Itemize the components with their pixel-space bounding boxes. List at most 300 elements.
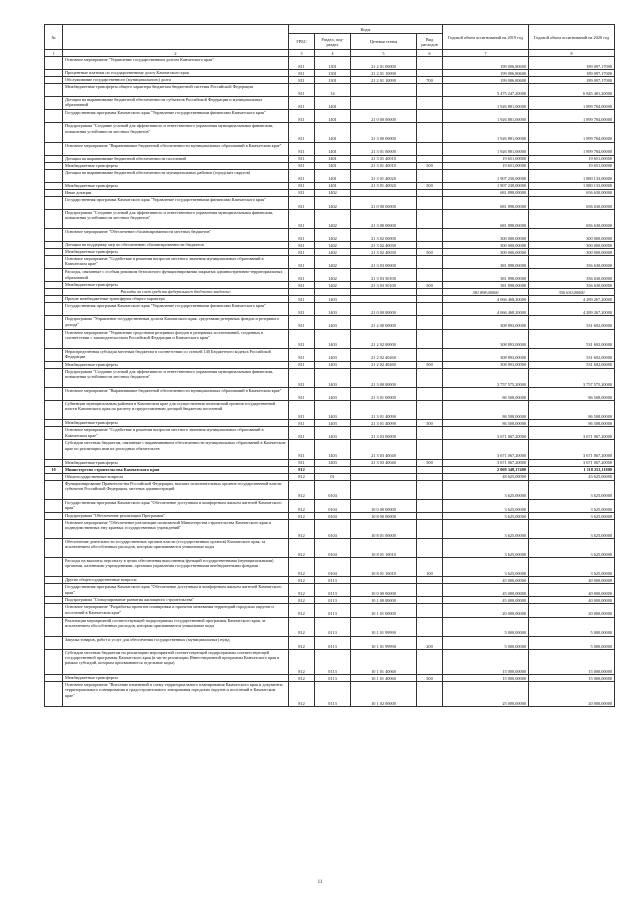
row-grbs-cell: 811: [289, 110, 315, 123]
row-vid-cell: [417, 512, 443, 519]
row-2020-cell: 3 625,00000: [529, 558, 615, 577]
row-name-cell: Основное мероприятие "Разработка проектов планировки и проектов межевания территорий городских округов и поселений в Камчатском крае": [63, 604, 289, 617]
row-2019-cell: 48 625,00000: [443, 473, 529, 480]
row-article-cell: 21 3 01 40020: [351, 182, 417, 189]
row-grbs-cell: 811: [289, 209, 315, 228]
row-2020-cell: 20 000,00000: [529, 604, 615, 617]
row-article-cell: 21 2 02 40260: [351, 348, 417, 361]
row-number-cell: [45, 420, 63, 427]
row-2019-cell: 681 898,00000: [443, 209, 529, 228]
row-number-cell: [45, 368, 63, 387]
row-razdel-cell: 1401: [315, 97, 351, 110]
row-article-cell: [351, 97, 417, 110]
row-vid-cell: [417, 649, 443, 674]
row-grbs-cell: 812: [289, 519, 315, 538]
row-name-cell: Расходы на выплаты персоналу в целях обеспечения выполнения функций государственными (муниципальными) органами, казенными учреждениями, органами управления государственными внебюджетными фондами: [63, 558, 289, 577]
row-name-cell: Подпрограмма "Создание условий для эффективного и ответственного управления муниципальными финансами, повышения устойчивости местных бюджетов": [63, 123, 289, 142]
row-razdel-cell: 1402: [315, 189, 351, 196]
row-razdel-cell: 1403: [315, 303, 351, 316]
row-2020-cell: 3 625,00000: [529, 512, 615, 519]
row-razdel-cell: 1301: [315, 70, 351, 77]
row-article-cell: 21 2 02 00000: [351, 329, 417, 348]
index-cell: 5: [351, 50, 417, 57]
row-vid-cell: [417, 368, 443, 387]
row-name-cell: Нераспределённая субсидия местным бюджетам в соответствии со статьей 140 Бюджетного кодекса Российской Федерации: [63, 348, 289, 361]
row-name-cell: Иные дотации: [63, 189, 289, 196]
row-2020-cell: 3 625,00000: [529, 539, 615, 558]
row-grbs-cell: 812: [289, 675, 315, 682]
row-2019-cell: 300 000,00000: [443, 249, 529, 256]
row-2019-cell: 4 066 468,20000: [443, 296, 529, 303]
table-row: [45, 427, 615, 440]
header-article: Целевая статья: [351, 34, 417, 50]
row-grbs-cell: 811: [289, 329, 315, 348]
row-name-cell: Функционирование Правительства Российской Федерации, высших исполнительных органов государственной власти субъектов Российской Федерации, местных администраций: [63, 480, 289, 499]
row-2020-cell: 531 692,00000: [529, 361, 615, 368]
row-number-cell: [45, 577, 63, 584]
row-razdel-cell: 1403: [315, 420, 351, 427]
row-article-cell: 21 2 01 10090: [351, 70, 417, 77]
row-vid-cell: [417, 440, 443, 459]
row-name-cell: Основное мероприятие "Выравнивание бюджетной обеспеченности муниципальных образований в Камчатском крае": [63, 387, 289, 400]
row-vid-cell: [417, 577, 443, 584]
row-article-cell: 21 2 01 00000: [351, 57, 417, 70]
row-article-cell: 21 2 00 00000: [351, 316, 417, 329]
row-name-cell: Подпрограмма "Обеспечение реализации Программы": [63, 512, 289, 519]
row-grbs-cell: 812: [289, 577, 315, 584]
row-2020-cell: 656 630,00000: [529, 209, 615, 228]
row-2020-cell: 356 630,00000: [529, 289, 615, 296]
row-2019-cell: 681 898,00000: [443, 196, 529, 209]
row-number-cell: [45, 269, 63, 282]
row-2020-cell: 4 289 267,20000: [529, 296, 615, 303]
row-vid-cell: [417, 466, 443, 473]
row-grbs-cell: 811: [289, 249, 315, 256]
row-article-cell: 21 3 01 40010: [351, 162, 417, 169]
row-2020-cell: 1 118 253,11800: [529, 466, 615, 473]
header-name: [63, 25, 289, 50]
row-2019-cell: 300 000,00000: [443, 242, 529, 249]
row-2020-cell: 300 000,00000: [529, 229, 615, 242]
row-number-cell: [45, 289, 63, 296]
row-vid-cell: [417, 316, 443, 329]
row-grbs-cell: 812: [289, 617, 315, 636]
row-2019-cell: 25 000,00000: [443, 682, 529, 707]
row-grbs-cell: 811: [289, 169, 315, 182]
row-razdel-cell: 0104: [315, 480, 351, 499]
table-row: [45, 459, 615, 466]
row-2020-cell: 40 000,00000: [529, 597, 615, 604]
row-2020-cell: 43 625,00000: [529, 473, 615, 480]
row-number-cell: [45, 604, 63, 617]
row-2019-cell: 3 671 067,20000: [443, 427, 529, 440]
row-name-cell: Основное мероприятие "Содействие в решении вопросов местного значения муниципальных образований в Камчатском крае": [63, 427, 289, 440]
row-razdel-cell: 1301: [315, 77, 351, 84]
row-grbs-cell: 811: [289, 440, 315, 459]
table-row: [45, 162, 615, 169]
row-razdel-cell: 1403: [315, 296, 351, 303]
row-vid-cell: [417, 70, 443, 77]
row-vid-cell: 500: [417, 420, 443, 427]
row-grbs-cell: 811: [289, 387, 315, 400]
row-2019-cell: 19 651,00000: [443, 162, 529, 169]
header-num: №: [45, 25, 63, 50]
row-article-cell: 10 8 01 10010: [351, 558, 417, 577]
row-grbs-cell: 811: [289, 361, 315, 368]
row-2019-cell: 3 671 067,20000: [443, 440, 529, 459]
table-row: [45, 675, 615, 682]
row-vid-cell: [417, 539, 443, 558]
row-2019-cell: 4 066 468,20000: [443, 303, 529, 316]
table-row: [45, 169, 615, 182]
row-2019-cell: 3 625,00000: [443, 512, 529, 519]
row-article-cell: 21 3 00 00000: [351, 123, 417, 142]
row-2020-cell: 5 000,00000: [529, 636, 615, 649]
row-2020-cell: 189 097,17000: [529, 77, 615, 84]
row-article-cell: [351, 473, 417, 480]
row-name-cell: Основное мероприятие "Выравнивание бюджетной обеспеченности муниципальных образований в Камчатском крае": [63, 142, 289, 155]
row-razdel-cell: 1402: [315, 249, 351, 256]
row-razdel-cell: 01: [315, 473, 351, 480]
row-number-cell: [45, 162, 63, 169]
table-row: [45, 155, 615, 162]
table-row: [45, 77, 615, 84]
row-razdel-cell: 1401: [315, 182, 351, 189]
table-row: [45, 539, 615, 558]
row-razdel-cell: 0113: [315, 636, 351, 649]
row-2020-cell: 3 757 575,20000: [529, 368, 615, 387]
table-row: [45, 480, 615, 499]
row-name-cell: Дотации на выравнивание бюджетной обеспеченности субъектов Российской Федерации и муниципальных образований: [63, 97, 289, 110]
row-razdel-cell: 1403: [315, 368, 351, 387]
row-number-cell: [45, 296, 63, 303]
header-index-row: [45, 50, 615, 57]
row-grbs-cell: 811: [289, 142, 315, 155]
header-vid: Вид расходов: [417, 34, 443, 50]
row-article-cell: 21 0 00 00000: [351, 110, 417, 123]
row-razdel-cell: [315, 466, 351, 473]
header-grbs: ГРБС: [289, 34, 315, 50]
row-2020-cell: 86 508,00000: [529, 401, 615, 420]
row-number-cell: [45, 142, 63, 155]
row-article-cell: 10 0 00 00000: [351, 499, 417, 512]
row-article-cell: 21 0 00 00000: [351, 196, 417, 209]
row-number-cell: [45, 182, 63, 189]
row-number-cell: [45, 242, 63, 249]
row-name-cell: Межбюджетные трансферты: [63, 162, 289, 169]
table-row: [45, 196, 615, 209]
row-grbs-cell: 811: [289, 189, 315, 196]
row-vid-cell: [417, 597, 443, 604]
row-vid-cell: 500: [417, 162, 443, 169]
row-number-cell: [45, 70, 63, 77]
table-row: [45, 361, 615, 368]
row-grbs-cell: 811: [289, 155, 315, 162]
row-razdel-cell: 1402: [315, 242, 351, 249]
row-2020-cell: 300 000,00000: [529, 249, 615, 256]
row-vid-cell: 500: [417, 249, 443, 256]
row-2020-cell: 5 000,00000: [529, 617, 615, 636]
table-row: [45, 368, 615, 387]
row-name-cell: Министерство строительства Камчатского края: [63, 466, 289, 473]
row-2020-cell: 1 880 133,00000: [529, 169, 615, 182]
row-vid-cell: [417, 256, 443, 269]
row-article-cell: 21 3 01 40020: [351, 169, 417, 182]
row-name-cell: Подпрограмма "Стимулирование развития жилищного строительства": [63, 597, 289, 604]
row-name-cell: Субвенции муниципальным районам в Камчатском крае для осуществления полномочий органов государственной власти Камчатского края по расчету и предоставлению дотаций бюджетам поселений: [63, 401, 289, 420]
row-name-cell: Подпрограмма "Создание условий для эффективного и ответственного управления муниципальными финансами, повышения устойчивости местных бюджетов": [63, 368, 289, 387]
row-vid-cell: [417, 682, 443, 707]
row-vid-cell: [417, 169, 443, 182]
row-grbs-cell: 812: [289, 539, 315, 558]
row-2019-cell: 199 006,80600: [443, 57, 529, 70]
budget-table: [44, 24, 615, 707]
row-razdel-cell: 0113: [315, 675, 351, 682]
row-name-cell: Основное мероприятие "Обеспечение реализации полномочий Министерства строительства Камчатского края и подведомственных ему краевых государственных учреждений": [63, 519, 289, 538]
row-2019-cell: 681 898,00000: [443, 189, 529, 196]
table-row: [45, 303, 615, 316]
row-number-cell: [45, 282, 63, 289]
row-article-cell: 10 1 01 00000: [351, 604, 417, 617]
row-vid-cell: [417, 110, 443, 123]
row-grbs-cell: 811: [289, 316, 315, 329]
row-grbs-cell: 811: [289, 57, 315, 70]
row-vid-cell: [417, 519, 443, 538]
row-vid-cell: [417, 123, 443, 142]
table-row: [45, 182, 615, 189]
row-grbs-cell: 811: [289, 182, 315, 189]
row-2019-cell: 3 625,00000: [443, 558, 529, 577]
table-row: [45, 440, 615, 459]
row-number-cell: [45, 155, 63, 162]
row-grbs-cell: 811: [289, 427, 315, 440]
row-vid-cell: [417, 97, 443, 110]
header-razdel: Раздел, под-раздел: [315, 34, 351, 50]
table-row: [45, 229, 615, 242]
row-name-cell: Межбюджетные трансферты: [63, 249, 289, 256]
row-2019-cell: 1 926 881,00000: [443, 123, 529, 142]
row-article-cell: 21 3 02 00000: [351, 229, 417, 242]
table-row: [45, 142, 615, 155]
row-2020-cell: 531 692,00000: [529, 316, 615, 329]
row-article-cell: [351, 84, 417, 97]
row-name-cell: Прочие межбюджетные трансферты общего характера: [63, 296, 289, 303]
table-row: [45, 329, 615, 348]
row-name-cell: Основное мероприятие "Содействие в решении вопросов местного значения муниципальных образований в Камчатском крае": [63, 256, 289, 269]
row-2020-cell: 19 651,00000: [529, 162, 615, 169]
row-number-cell: [45, 209, 63, 228]
row-vid-cell: [417, 209, 443, 228]
row-2019-cell: 15 000,00000: [443, 649, 529, 674]
row-article-cell: 10 8 01 10010: [351, 539, 417, 558]
table-row: [45, 604, 615, 617]
row-number-cell: [45, 84, 63, 97]
row-vid-cell: [417, 57, 443, 70]
row-2020-cell: 15 000,00000: [529, 675, 615, 682]
row-2019-cell: 45 000,00000: [443, 577, 529, 584]
row-vid-cell: [417, 387, 443, 400]
row-grbs-cell: 811: [289, 162, 315, 169]
index-cell: 4: [315, 50, 351, 57]
index-cell: 1: [45, 50, 63, 57]
row-razdel-cell: 1402: [315, 282, 351, 289]
table-row: [45, 577, 615, 584]
row-name-cell: Государственная программа Камчатского края "Обеспечение доступным и комфортным жильем жителей Камчатского края": [63, 499, 289, 512]
row-grbs-cell: 811: [289, 84, 315, 97]
row-number-cell: [45, 401, 63, 420]
row-2020-cell: 3 671 067,20000: [529, 427, 615, 440]
row-razdel-cell: 1401: [315, 110, 351, 123]
table-row: [45, 512, 615, 519]
row-grbs-cell: 812: [289, 473, 315, 480]
row-2019-cell: 5 000,00000: [443, 617, 529, 636]
row-2019-cell: 3 625,00000: [443, 519, 529, 538]
row-2020-cell: 1 899 784,00000: [529, 123, 615, 142]
row-grbs-cell: 811: [289, 459, 315, 466]
row-number-cell: [45, 584, 63, 597]
header-codes: Коды: [289, 25, 443, 34]
row-number-cell: [45, 57, 63, 70]
row-2019-cell: 3 757 575,20000: [443, 368, 529, 387]
row-article-cell: 21 3 01 40090: [351, 420, 417, 427]
header-2020: Годовой объем ассигнований на 2020 год: [529, 25, 615, 50]
row-number-cell: [45, 329, 63, 348]
row-vid-cell: 500: [417, 361, 443, 368]
row-article-cell: 21 3 03 40040: [351, 440, 417, 459]
row-razdel-cell: 1402: [315, 256, 351, 269]
row-number-cell: [45, 110, 63, 123]
row-2019-cell: 2 069 348,17400: [443, 466, 529, 473]
row-vid-cell: [417, 348, 443, 361]
row-number-cell: [45, 682, 63, 707]
row-name-cell: Государственная программа Камчатского края "Управление государственными финансами Камчатского края": [63, 303, 289, 316]
row-grbs-cell: 811: [289, 196, 315, 209]
row-2020-cell: 40 000,00000: [529, 577, 615, 584]
row-number-cell: [45, 123, 63, 142]
row-name-cell: Межбюджетные трансферты: [63, 420, 289, 427]
row-2019-cell: 5 475 247,20000: [443, 84, 529, 97]
row-article-cell: 10 8 01 00000: [351, 519, 417, 538]
row-razdel-cell: 1402: [315, 229, 351, 242]
row-2019-cell: 381 898,00000: [443, 289, 529, 296]
row-razdel-cell: [315, 289, 351, 296]
row-2020-cell: 189 097,17000: [529, 70, 615, 77]
table-row: [45, 466, 615, 473]
row-number-cell: [45, 348, 63, 361]
row-article-cell: 21 3 03 40040: [351, 459, 417, 466]
row-article-cell: [351, 289, 417, 296]
row-2020-cell: 40 000,00000: [529, 584, 615, 597]
row-number-cell: [45, 169, 63, 182]
row-name-cell: Общегосударственные вопросы: [63, 473, 289, 480]
row-2020-cell: 3 671 067,20000: [529, 459, 615, 466]
row-number-cell: [45, 617, 63, 636]
row-2019-cell: 308 893,00000: [443, 361, 529, 368]
row-razdel-cell: 1401: [315, 123, 351, 142]
row-article-cell: [351, 480, 417, 499]
page-number: 11: [317, 880, 323, 885]
table-row: [45, 209, 615, 228]
row-grbs-cell: 812: [289, 480, 315, 499]
row-razdel-cell: 0104: [315, 512, 351, 519]
row-name-cell: Основное мероприятие "Внесение изменений в схему территориального планирования Камчатского края и документы территориального планирования и градостроительного зонирования городских округов и поселений в Камчатском крае": [63, 682, 289, 707]
row-2019-cell: 199 006,80600: [443, 70, 529, 77]
row-2020-cell: 531 692,00000: [529, 348, 615, 361]
row-grbs-cell: 812: [289, 512, 315, 519]
table-row: [45, 282, 615, 289]
row-2020-cell: 1 899 784,00000: [529, 142, 615, 155]
row-razdel-cell: 0113: [315, 649, 351, 674]
row-article-cell: 10 1 01 99990: [351, 636, 417, 649]
table-row: [45, 649, 615, 674]
row-article-cell: 21 3 01 40010: [351, 155, 417, 162]
row-grbs-cell: 812: [289, 597, 315, 604]
table-row: [45, 189, 615, 196]
row-article-cell: 21 3 00 00000: [351, 368, 417, 387]
row-vid-cell: [417, 196, 443, 209]
row-razdel-cell: 0113: [315, 604, 351, 617]
row-razdel-cell: 1301: [315, 57, 351, 70]
header-2019: Годовой объем ассигнований на 2019 год: [443, 25, 529, 50]
row-grbs-cell: 811: [289, 242, 315, 249]
row-number-cell: [45, 539, 63, 558]
row-number-cell: [45, 512, 63, 519]
row-2019-cell: 3 625,00000: [443, 499, 529, 512]
row-name-cell: Процентные платежи по государственному долгу Камчатского края: [63, 70, 289, 77]
row-grbs-cell: 812: [289, 604, 315, 617]
table-row: [45, 617, 615, 636]
row-number-cell: [45, 361, 63, 368]
row-article-cell: 21 2 02 40260: [351, 361, 417, 368]
row-name-cell: Государственная программа Камчатского края "Управление государственными финансами Камчатского края": [63, 196, 289, 209]
row-number-cell: [45, 558, 63, 577]
row-2020-cell: 356 630,00000: [529, 269, 615, 282]
row-name-cell: Государственная программа Камчатского края "Обеспечение доступным и комфортным жильем жителей Камчатского края": [63, 584, 289, 597]
row-vid-cell: [417, 242, 443, 249]
row-vid-cell: [417, 480, 443, 499]
table-row: [45, 387, 615, 400]
row-name-cell: Межбюджетные трансферты: [63, 182, 289, 189]
row-vid-cell: [417, 427, 443, 440]
row-razdel-cell: 0113: [315, 617, 351, 636]
row-grbs-cell: 811: [289, 368, 315, 387]
row-razdel-cell: 1403: [315, 316, 351, 329]
row-2019-cell: 308 893,00000: [443, 329, 529, 348]
table-row: [45, 256, 615, 269]
row-article-cell: 21 3 03 00000: [351, 256, 417, 269]
row-article-cell: [351, 189, 417, 196]
row-2019-cell: 381 898,00000: [443, 282, 529, 289]
row-vid-cell: [417, 329, 443, 348]
row-article-cell: 21 2 01 10090: [351, 77, 417, 84]
row-2019-cell: 86 508,00000: [443, 401, 529, 420]
row-2020-cell: 1 899 784,00000: [529, 97, 615, 110]
row-vid-cell: [417, 617, 443, 636]
row-grbs-cell: 812: [289, 682, 315, 707]
row-number-cell: [45, 249, 63, 256]
row-article-cell: [351, 466, 417, 473]
row-2019-cell: 381 898,00000: [443, 256, 529, 269]
row-2019-cell: 5 000,00000: [443, 636, 529, 649]
row-number-cell: [45, 387, 63, 400]
row-vid-cell: [417, 473, 443, 480]
table-row: [45, 57, 615, 70]
row-2020-cell: 1 899 784,00000: [529, 110, 615, 123]
row-razdel-cell: 1403: [315, 361, 351, 368]
row-grbs-cell: 811: [289, 420, 315, 427]
row-2020-cell: 19 651,00000: [529, 155, 615, 162]
row-2019-cell: 308 893,00000: [443, 316, 529, 329]
